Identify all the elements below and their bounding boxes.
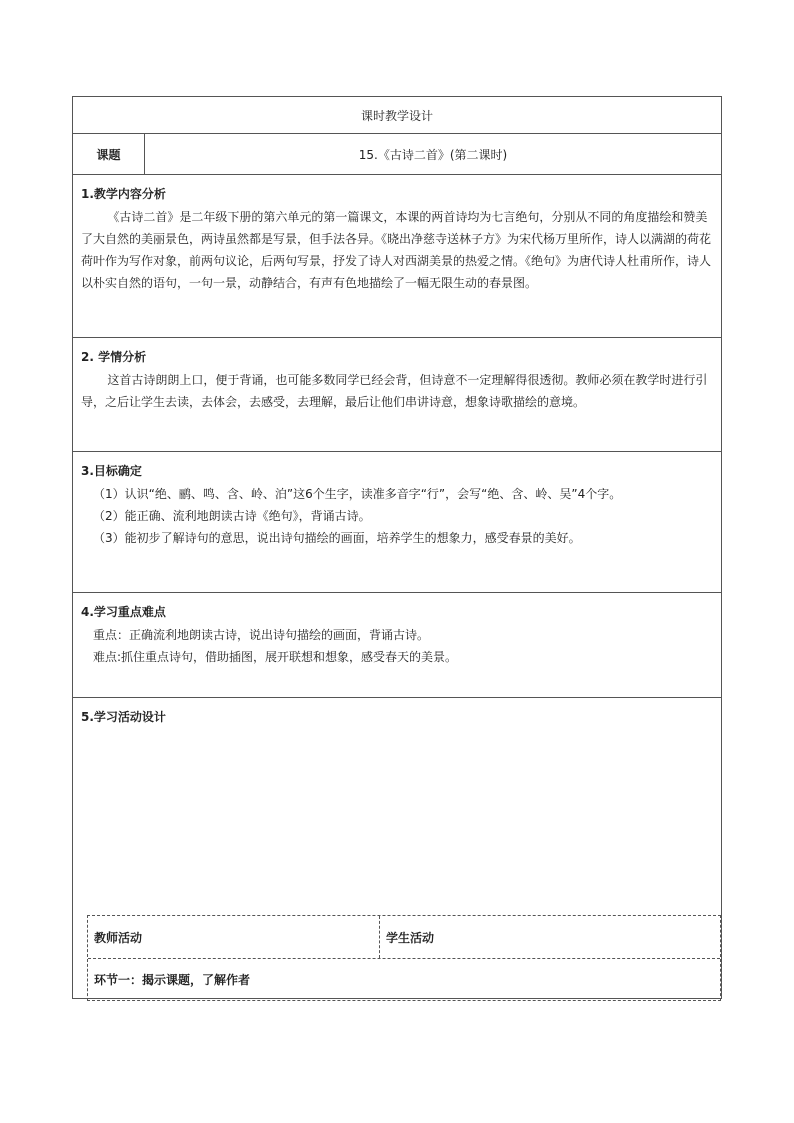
section-objectives [73, 452, 721, 593]
objective-item: （2）能正确、流利地朗读古诗《绝句》，背诵古诗。 [93, 509, 371, 523]
section-activities [73, 698, 721, 1000]
section-heading: 4.学习重点难点 [81, 605, 166, 619]
subject-value: 15.《古诗二首》(第二课时) [358, 147, 508, 162]
subject-row [73, 134, 721, 175]
key-point-item: 重点：正确流利地朗读古诗，说出诗句描绘的画面，背诵古诗。 [93, 628, 430, 642]
teacher-activity-header: 教师活动 [88, 916, 380, 958]
section-heading: 3.目标确定 [81, 464, 142, 478]
objective-item: （1）认识“绝、鹂、鸣、含、岭、泊”这6个生字，读准多音字“行”，会写“绝、含、岭、吴”4个字。 [93, 487, 622, 501]
difficulty-item: 难点:抓住重点诗句，借助插图，展开联想和想象，感受春天的美景。 [93, 650, 458, 664]
lesson-plan-table [72, 96, 722, 999]
section-heading: 2. 学情分析 [81, 350, 147, 364]
section-heading: 1.教学内容分析 [81, 187, 166, 201]
activity-table [87, 915, 721, 1001]
section-key-points [73, 593, 721, 698]
section-heading: 5.学习活动设计 [81, 710, 166, 724]
subject-label: 课题 [73, 134, 145, 174]
activity-table-header [88, 916, 720, 959]
section-text: 这首古诗朗朗上口，便于背诵，也可能多数同学已经会背，但诗意不一定理解得很透彻。教师必须在教学时进行引导，之后让学生去读，去体会，去感受，去理解，最后让他们串讲诗意，想象诗歌描绘的意境。 [81, 373, 708, 409]
objective-item: （3）能初步了解诗句的意思，说出诗句描绘的画面，培养学生的想象力，感受春景的美好。 [93, 531, 581, 545]
section-student-analysis [73, 338, 721, 452]
section-text: 《古诗二首》是二年级下册的第六单元的第一篇课文，本课的两首诗均为七言绝句，分别从不同的角度描绘和赞美了大自然的美丽景色，两诗虽然都是写景，但手法各异。《晓出净慈寺送林子方》为宋代杨万里所作，诗人以满湖的荷花荷叶作为写作对象，前两句议论，后两句写景，抒发了诗人对西湖美景的热爱之情。《绝句》为唐代诗人杜甫所作，诗人以朴实自然的语句，一句一景，动静结合，有声有色地描绘了一幅无限生动的春景图。 [81, 210, 712, 290]
document-title: 课时教学设计 [73, 97, 721, 134]
student-activity-header: 学生活动 [386, 930, 435, 945]
activity-stage-1: 环节一：揭示课题，了解作者 [94, 973, 251, 987]
section-content-analysis [73, 175, 721, 338]
